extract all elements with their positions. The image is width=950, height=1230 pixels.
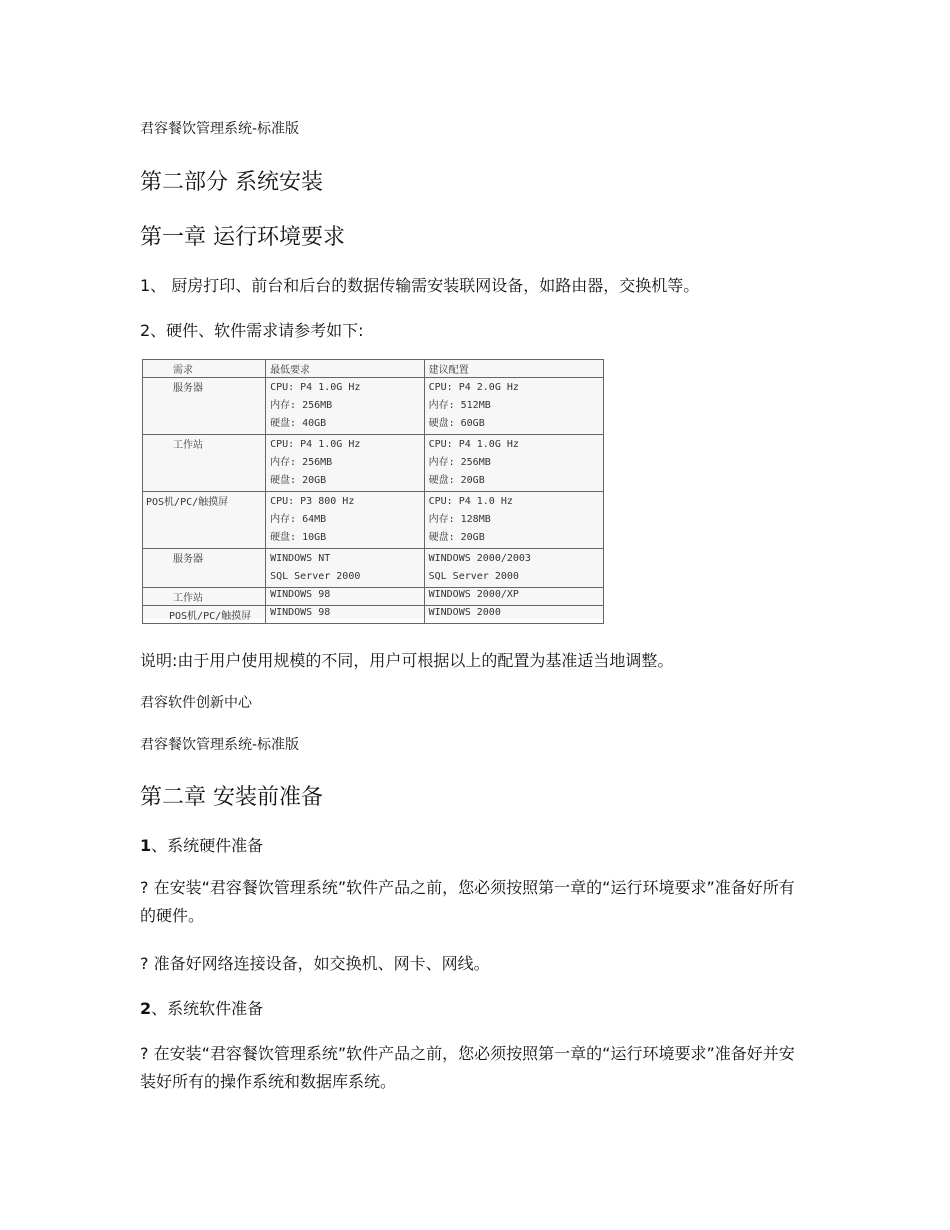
table-header-min: 最低要求	[266, 360, 425, 378]
table-cell-rec: CPU: P4 1.0G Hz 内存: 256MB 硬盘: 20GB	[424, 435, 603, 492]
table-cell-item: 服务器	[143, 378, 266, 435]
running-header-2: 君容餐饮管理系统-标准版	[140, 737, 300, 753]
table-row	[143, 606, 604, 624]
section-2-paragraph-1: ? 在安装“君容餐饮管理系统”软件产品之前，您必须按照第一章的“运行环境要求”准备好并安装好所有的操作系统和数据库系统。	[140, 1044, 795, 1091]
table-header-rec: 建议配置	[424, 360, 603, 378]
company-footer: 君容软件创新中心	[140, 695, 252, 711]
section-1-heading	[140, 833, 263, 856]
chapter1-title: 第一章 运行环境要求	[140, 225, 345, 250]
section-1-title: 、系统硬件准备	[151, 836, 264, 855]
table-row	[143, 588, 604, 606]
table-row	[143, 378, 604, 435]
table-cell-min: CPU: P4 1.0G Hz 内存: 256MB 硬盘: 40GB	[266, 378, 425, 435]
table-cell-rec: CPU: P4 2.0G Hz 内存: 512MB 硬盘: 60GB	[424, 378, 603, 435]
table-row	[143, 435, 604, 492]
chapter2-title: 第二章 安装前准备	[140, 785, 323, 810]
table-cell-rec: WINDOWS 2000/XP	[424, 588, 603, 606]
section-2-heading	[140, 996, 263, 1019]
section-2-title: 、系统软件准备	[151, 999, 264, 1018]
table-cell-rec: CPU: P4 1.0 Hz 内存: 128MB 硬盘: 20GB	[424, 492, 603, 549]
table-cell-item: POS机/PC/触摸屏	[143, 492, 266, 549]
table-row	[143, 549, 604, 588]
table-cell-rec: WINDOWS 2000	[424, 606, 603, 624]
table-cell-min: WINDOWS 98	[266, 588, 425, 606]
table-cell-min: CPU: P4 1.0G Hz 内存: 256MB 硬盘: 20GB	[266, 435, 425, 492]
running-header: 君容餐饮管理系统-标准版	[140, 121, 300, 137]
table-cell-min: WINDOWS 98	[266, 606, 425, 624]
section-1-number: 1	[140, 836, 152, 855]
section-1-paragraph-1: ? 在安装“君容餐饮管理系统”软件产品之前，您必须按照第一章的“运行环境要求”准备好所有的硬件。	[140, 878, 795, 925]
requirements-table	[142, 359, 604, 624]
requirement-item-1: 1、 厨房打印、前台和后台的数据传输需安装联网设备，如路由器，交换机等。	[140, 276, 700, 295]
note-paragraph: 说明:由于用户使用规模的不同，用户可根据以上的配置为基准适当地调整。	[140, 651, 674, 670]
requirement-item-2: 2、硬件、软件需求请参考如下:	[140, 321, 364, 340]
requirements-table-image	[142, 359, 604, 622]
table-cell-min: WINDOWS NT SQL Server 2000	[266, 549, 425, 588]
table-cell-min: CPU: P3 800 Hz 内存: 64MB 硬盘: 10GB	[266, 492, 425, 549]
part-title: 第二部分 系统安装	[140, 170, 323, 195]
table-row	[143, 492, 604, 549]
table-cell-item: 服务器	[143, 549, 266, 588]
section-1-paragraph-2: ? 准备好网络连接设备，如交换机、网卡、网线。	[140, 954, 490, 973]
table-cell-item: 工作站	[143, 435, 266, 492]
table-header-item: 需求	[143, 360, 266, 378]
section-2-number: 2	[140, 999, 152, 1018]
table-cell-item: 工作站	[143, 588, 266, 606]
table-cell-item: POS机/PC/触摸屏	[143, 606, 266, 624]
table-cell-rec: WINDOWS 2000/2003 SQL Server 2000	[424, 549, 603, 588]
